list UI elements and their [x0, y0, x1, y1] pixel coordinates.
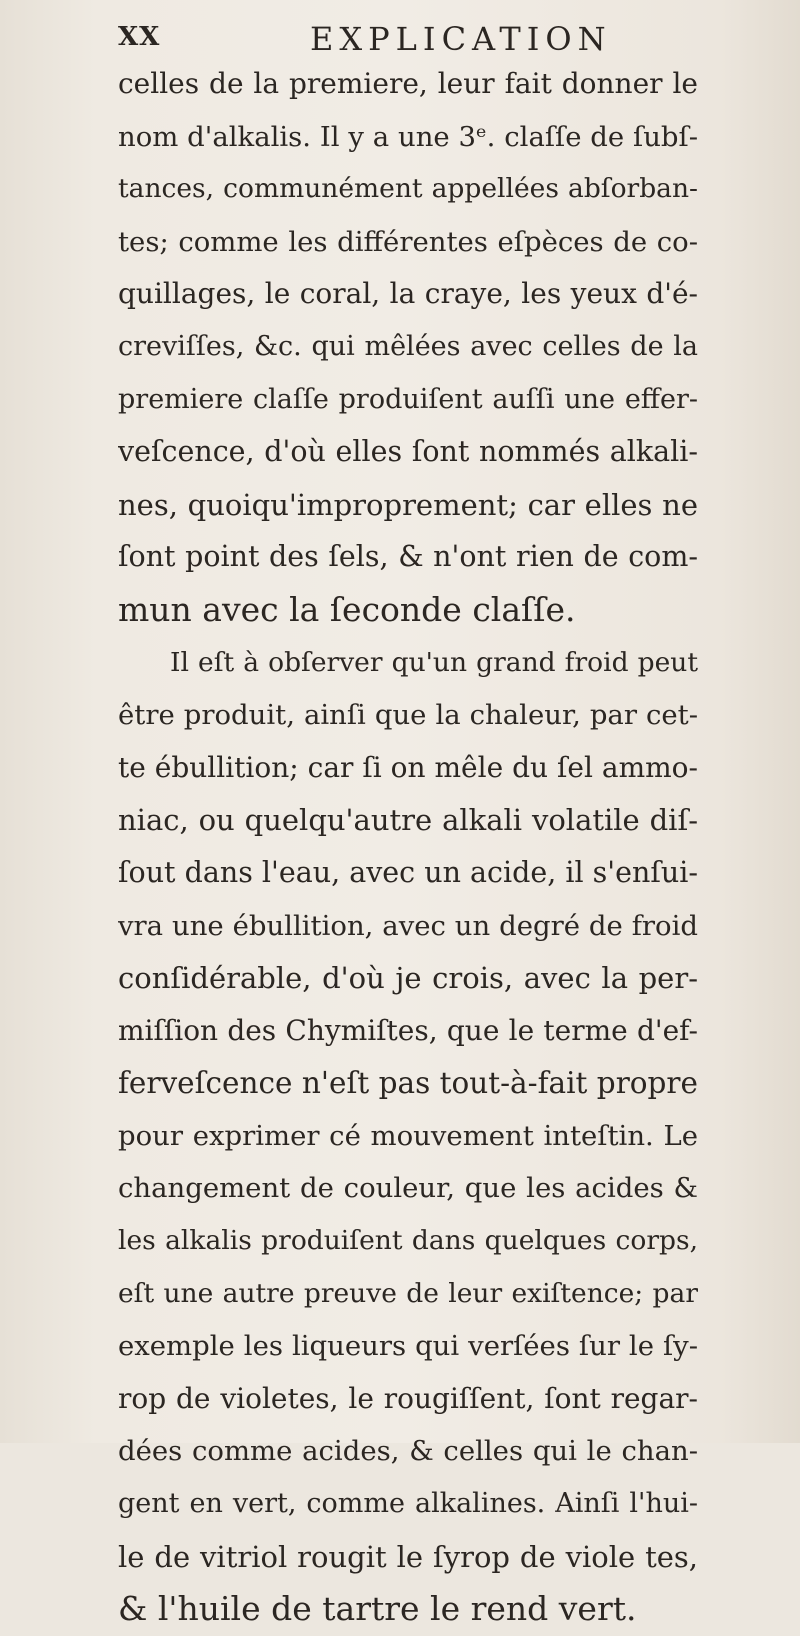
- text-line: premiere claſſe produiſent auſſi une effer-: [118, 383, 698, 415]
- text-line: eſt une autre preuve de leur exiſtence; par: [118, 1277, 698, 1309]
- text-line: pour exprimer cé mouvement inteſtin. Le: [118, 1119, 698, 1152]
- text-line: miſſion des Chymiſtes, que le terme d'ef-: [118, 1013, 698, 1047]
- text-line: veſcence, d'où elles ſont nommés alkali-: [118, 435, 698, 469]
- text-line: conſidérable, d'où je crois, avec la per-: [118, 961, 698, 996]
- text-line: mun avec la ſeconde claſſe.: [118, 589, 576, 629]
- text-line: tances, communément appellées abſorban-: [118, 173, 698, 205]
- text-line: être produit, ainſi que la chaleur, par cet-: [118, 699, 698, 732]
- text-line: quillages, le coral, la craye, les yeux d'é-: [118, 277, 698, 311]
- text-line: le de vitriol rougit le ſyrop de viole tes,: [118, 1539, 698, 1574]
- text-line: tes; comme les différentes eſpèces de co-: [118, 225, 698, 258]
- running-head: EXPLICATION: [310, 20, 612, 58]
- text-line: & l'huile de tartre le rend vert.: [118, 1589, 637, 1629]
- text-line: nes, quoiqu'improprement; car elles ne: [118, 487, 698, 522]
- text-line: rop de violetes, le rougiſſent, ſont regar-: [118, 1381, 698, 1415]
- text-line: ſont point des ſels, & n'ont rien de com-: [118, 540, 698, 574]
- page-number: XX: [118, 22, 161, 52]
- text-line: ſout dans l'eau, avec un acide, il s'enſui-: [118, 855, 698, 889]
- text-line: vra une ébullition, avec un degré de froid: [118, 909, 698, 942]
- text-line: gent en vert, comme alkalines. Ainſi l'hui-: [118, 1488, 698, 1520]
- text-line: les alkalis produiſent dans quelques corps,: [118, 1225, 698, 1257]
- text-line: celles de la premiere, leur fait donner le: [118, 67, 698, 100]
- text-line: creviſſes, &c. qui mêlées avec celles de la: [118, 330, 698, 362]
- paragraph-start-line: Il eſt à obſerver qu'un grand froid peut: [170, 646, 698, 678]
- text-line: nom d'alkalis. Il y a une 3ᵉ. claſſe de ſubſ-: [118, 120, 698, 153]
- text-line: exemple les liqueurs qui verſées ſur le ſy-: [118, 1330, 698, 1363]
- text-line: te ébullition; car ſi on mêle du ſel ammo-: [118, 750, 698, 784]
- text-line: changement de couleur, que les acides &: [118, 1172, 698, 1205]
- body-text: [118, 58, 698, 1636]
- text-line: dées comme acides, & celles qui le chan-: [118, 1435, 698, 1468]
- text-line: niac, ou quelqu'autre alkali volatile diſ-: [118, 803, 698, 838]
- text-line: ferveſcence n'eſt pas tout-à-fait propre: [118, 1066, 698, 1101]
